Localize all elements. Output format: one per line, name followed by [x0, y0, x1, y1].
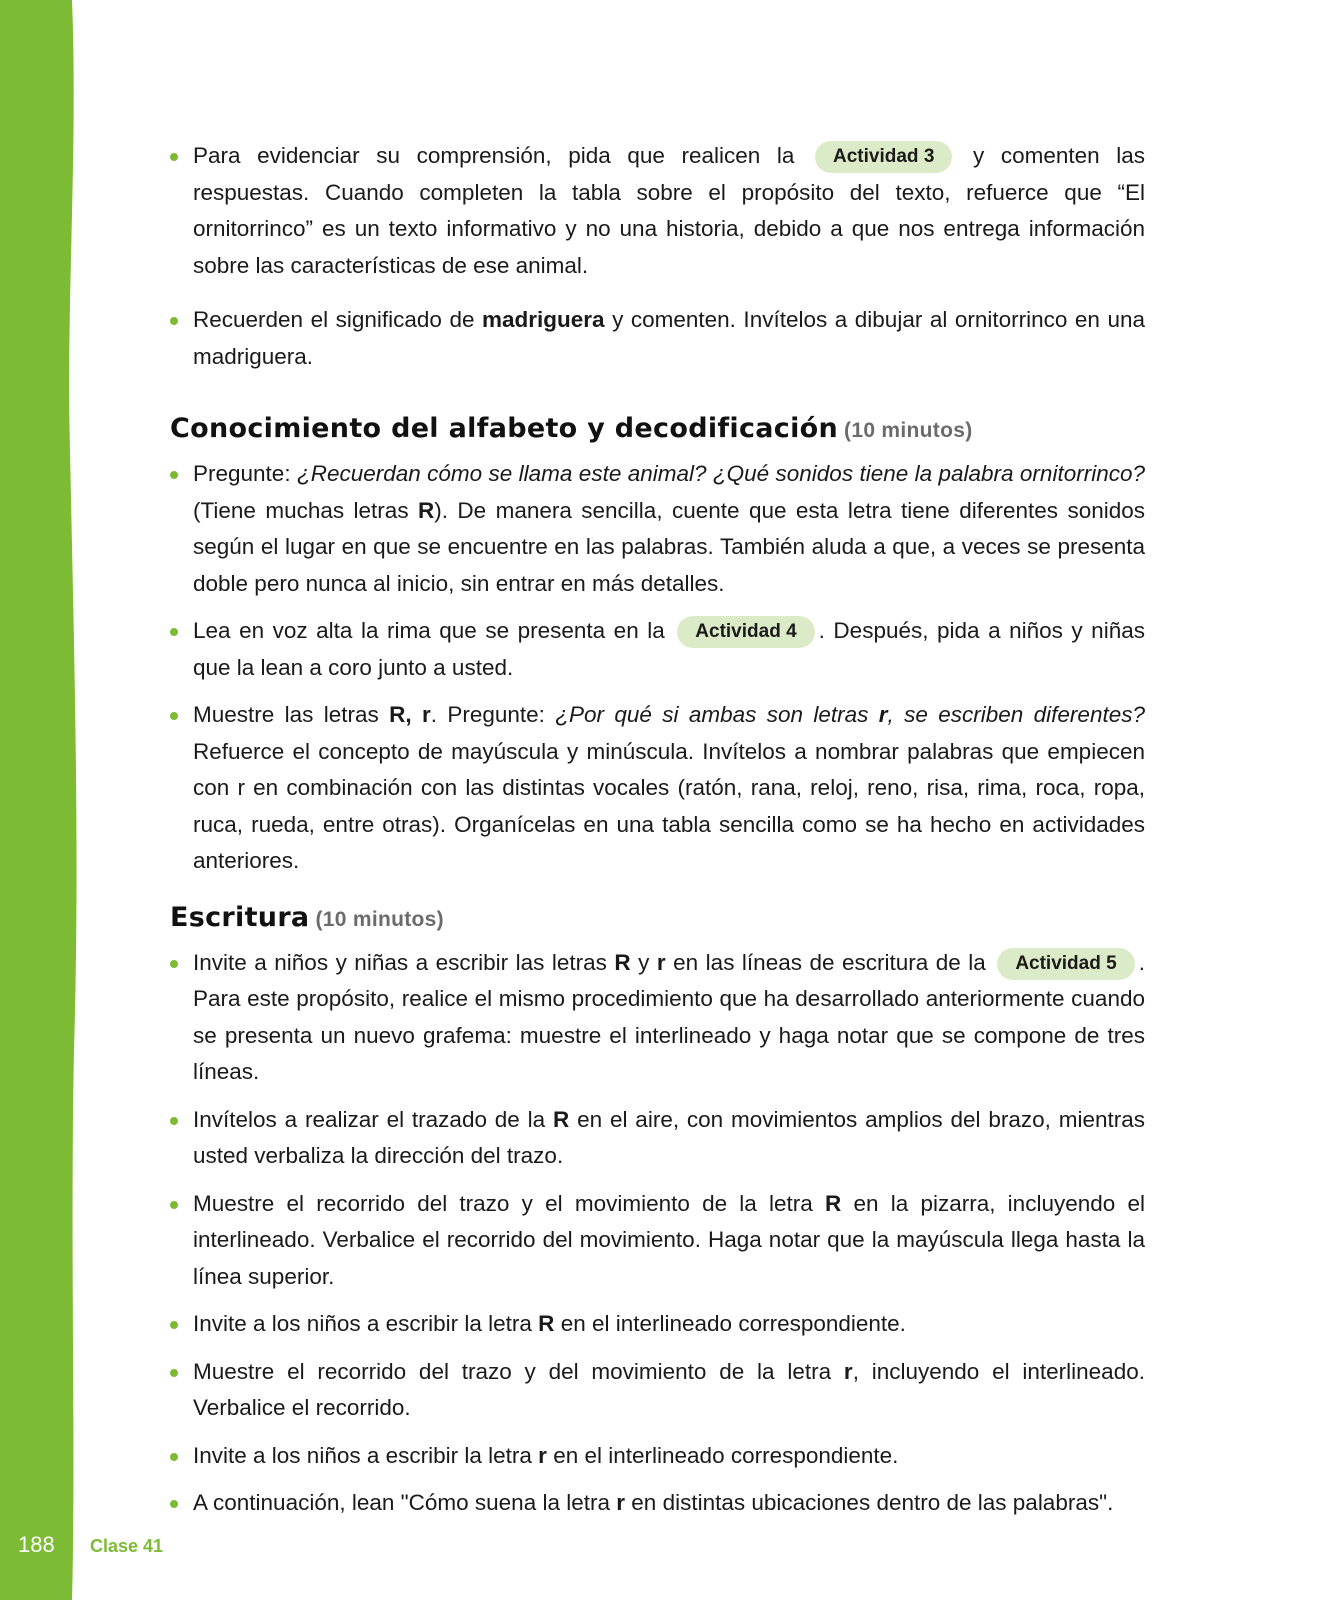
bullet-text: Invite a los niños a escribir la letra — [193, 1311, 532, 1336]
bullet-text: en la pizarra, incluyendo el interlineado. Verbalice el recorrido del movimiento. Haga notar que la mayúscula llega hasta la línea superior. — [193, 1190, 1145, 1289]
bold-letter: r — [538, 1442, 547, 1468]
bullet-text: Refuerce el concepto de mayúscula y minúscula. Invítelos a nombrar palabras que empiecen con r en combinación con las distintas vocales (ratón, rana, reloj, reno, risa, rima, roca, ropa, ruca, rueda, entre otras). Organícelas en una tabla sencilla como se ha hecho en actividades anteriores. — [193, 738, 1145, 873]
bullet-text: Invite a los niños a escribir la letra — [193, 1442, 532, 1468]
italic-question: , se escriben diferentes? — [887, 702, 1145, 727]
activity-badge: Actividad 3 — [815, 141, 952, 173]
bullet-text: en el aire, con movimientos amplios del brazo, mientras usted verbaliza la dirección del trazo. — [193, 1106, 1145, 1168]
list-item — [170, 302, 1145, 375]
section-title: Conocimiento del alfabeto y decodificación — [170, 413, 839, 444]
list-item — [170, 1354, 1145, 1427]
bullet-text: . Pregunte: — [430, 702, 545, 727]
green-side-band — [0, 0, 100, 1600]
list-item — [170, 945, 1145, 1091]
list-item — [170, 1102, 1145, 1175]
section-heading — [170, 413, 1145, 444]
bullet-text: Lea en voz alta la rima que se presenta en la — [193, 618, 665, 643]
activity-badge: Actividad 4 — [677, 616, 814, 648]
bold-letter: r — [843, 1358, 853, 1384]
alphabet-bullet-list — [170, 456, 1145, 880]
bold-letter: R — [418, 497, 435, 523]
bullet-text: (Tiene muchas letras — [193, 497, 409, 523]
bullet-text: Para evidenciar su comprensión, pida que realicen la — [193, 143, 795, 168]
bullet-text: en el interlineado correspondiente. — [560, 1311, 906, 1336]
bold-letter: R — [553, 1106, 570, 1132]
list-item — [170, 1438, 1145, 1475]
bold-letter: R, r — [389, 702, 431, 727]
list-item — [170, 138, 1145, 284]
bold-term: madriguera — [482, 307, 605, 332]
italic-question: ¿Recuerdan cómo se llama este animal? ¿Qué sonidos tiene la palabra ornitorrinco? — [296, 461, 1145, 486]
bullet-text: en el interlineado correspondiente. — [553, 1442, 899, 1468]
activity-badge: Actividad 5 — [997, 948, 1134, 980]
bullet-text: . Para este propósito, realice el mismo procedimiento que ha desarrollado anteriormente cuando se presenta un nuevo grafema: muestre el interlineado y haga notar que se compone de tres líneas. — [193, 949, 1145, 1084]
list-item — [170, 1485, 1145, 1522]
bold-letter: R — [614, 949, 631, 975]
bold-letter: r — [616, 1490, 626, 1515]
section-title: Escritura — [170, 901, 310, 933]
list-item — [170, 1306, 1145, 1343]
bullet-text: y comenten. Invítelos a dibujar al ornitorrinco en una madriguera. — [193, 307, 1146, 369]
bullet-text: en distintas ubicaciones dentro de las palabras". — [631, 1490, 1114, 1515]
list-item — [170, 613, 1145, 686]
page-number: 188 — [18, 1532, 55, 1557]
bullet-text: ). De manera sencilla, cuente que esta letra tiene diferentes sonidos según el lugar en que se encuentre en las palabras. También aluda a que, a veces se presenta doble pero nunca al inicio, sin entrar en más detalles. — [193, 497, 1145, 596]
list-item — [170, 456, 1145, 602]
bullet-text: Muestre el recorrido del trazo y el movimiento de la letra — [193, 1190, 813, 1216]
intro-bullet-list — [170, 138, 1145, 375]
list-item — [170, 1186, 1145, 1296]
bold-letter: r — [878, 702, 888, 727]
section-duration: (10 minutos) — [315, 907, 444, 931]
section-duration: (10 minutos) — [844, 419, 973, 442]
bullet-text: , incluyendo el interlineado. Verbalice el recorrido. — [193, 1358, 1145, 1420]
bullet-text: A continuación, lean "Cómo suena la letra — [193, 1490, 610, 1515]
bullet-text: Invite a niños y niñas a escribir las letras — [193, 949, 607, 975]
bullet-text: . Después, pida a niños y niñas que la lean a coro junto a usted. — [193, 618, 1145, 680]
main-content — [170, 138, 1145, 1533]
bold-letter: R — [825, 1190, 842, 1216]
section-heading — [170, 902, 1145, 933]
list-item — [170, 697, 1145, 880]
bullet-text: Recuerden el significado de — [193, 307, 475, 332]
bullet-text: Pregunte: — [193, 461, 291, 486]
bold-letter: R — [538, 1311, 555, 1336]
writing-bullet-list — [170, 945, 1145, 1522]
bullet-text: en las líneas de escritura de la — [673, 949, 986, 975]
italic-question: ¿Por qué si ambas son letras — [555, 702, 869, 727]
bullet-text: y comenten las respuestas. Cuando completen la tabla sobre el propósito del texto, refuerce que “El ornitorrinco” es un texto informativo y no una historia, debido a que nos entrega información sobre las características de ese animal. — [193, 143, 1145, 278]
bullet-text: Muestre el recorrido del trazo y del movimiento de la letra — [193, 1358, 832, 1384]
bullet-text: y — [638, 949, 650, 975]
bullet-text: Invítelos a realizar el trazado de la — [193, 1106, 546, 1132]
bullet-text: Muestre las letras — [193, 702, 379, 727]
class-label: Clase 41 — [90, 1536, 164, 1556]
bold-letter: r — [656, 949, 666, 975]
